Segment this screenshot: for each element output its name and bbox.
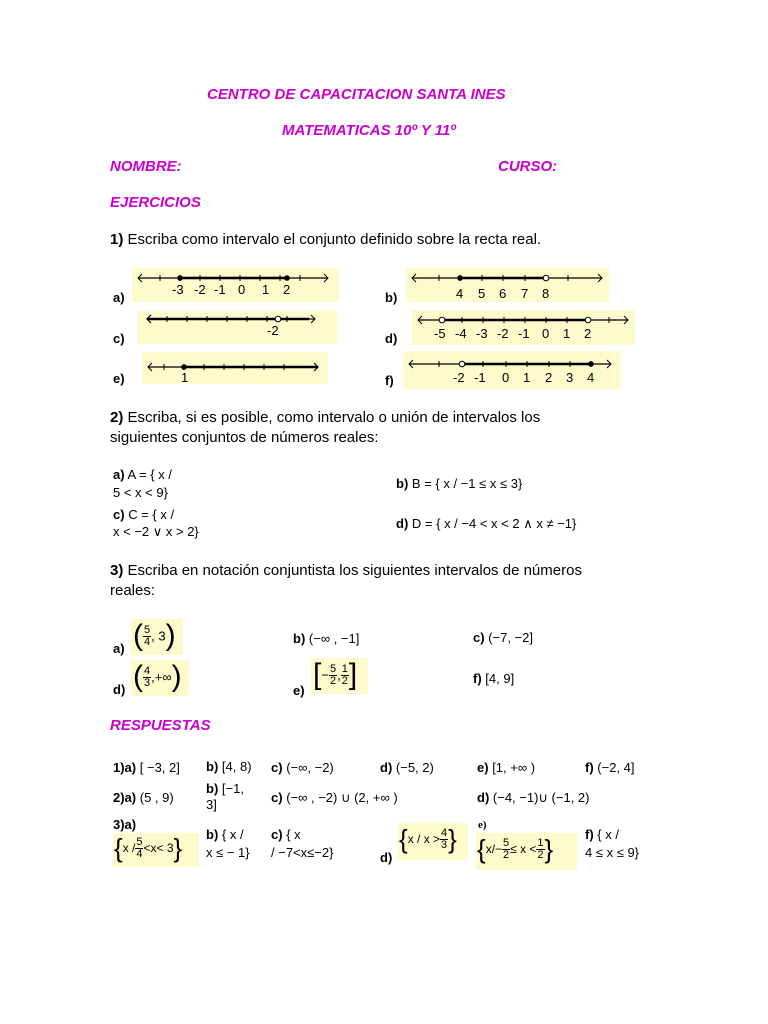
q2-a-line2: 5 < x < 9} <box>113 485 168 500</box>
set-middle: ≤ x < <box>510 842 537 856</box>
tick-label: 2 <box>283 282 291 297</box>
tick-label: -1 <box>474 370 486 385</box>
q3-a-label: a) <box>113 641 125 656</box>
ans3-f-line1 <box>585 827 619 842</box>
ans1-f <box>585 760 635 775</box>
q2-d-label: d) <box>396 516 409 531</box>
q2-a-line1 <box>113 467 172 482</box>
tick-label: 3 <box>566 370 574 385</box>
tick-label: -2 <box>267 323 279 338</box>
ans3-f-label: f) <box>585 827 594 842</box>
q3-d-content <box>133 662 182 692</box>
q2-d <box>396 516 576 532</box>
ans3-f-line2: 4 ≤ x ≤ 9} <box>585 845 640 860</box>
tick-label: 2 <box>545 370 553 385</box>
close-paren: ) <box>165 619 176 652</box>
numerator: 4 <box>144 664 151 677</box>
number-line-c <box>137 311 337 344</box>
q3-b-text: (−∞ , −1] <box>308 631 360 646</box>
ans2-c-text: (−∞ , −2) ∪ (2, +∞ ) <box>286 790 398 805</box>
tick-label: 7 <box>521 286 529 301</box>
ans1-b-label: b) <box>206 759 219 774</box>
ans1-f-label: f) <box>585 760 594 775</box>
number-line-a <box>132 268 339 302</box>
q3-text-line2: reales: <box>110 582 156 599</box>
set-suffix: <x< 3 <box>143 841 174 855</box>
q3-d-label: d) <box>113 682 126 697</box>
number-line-e <box>142 352 328 384</box>
answers-title: RESPUESTAS <box>110 717 211 734</box>
fraction <box>440 828 448 851</box>
set-prefix: x / <box>122 841 136 855</box>
numerator: 5 <box>136 835 143 848</box>
minus-sign: − <box>321 667 329 683</box>
set-prefix: x / x > <box>407 832 441 846</box>
tick-label: 1 <box>523 370 531 385</box>
close-brace: } <box>448 824 457 854</box>
ans1-d-label: d) <box>380 760 393 775</box>
q2-c-text: C = { x / <box>128 507 175 522</box>
ans1-c <box>271 760 334 775</box>
ans1-e-label: e) <box>477 760 489 775</box>
q2-a-text: A = { x / <box>127 467 172 482</box>
numerator: 5 <box>144 623 151 636</box>
institution-title: CENTRO DE CAPACITACION SANTA INES <box>207 86 506 103</box>
tick-label: 4 <box>587 370 595 385</box>
ans3-b-line2: x ≤ − 1} <box>206 845 250 860</box>
ans2-b-label: b) <box>206 781 219 796</box>
q2-b <box>396 476 522 491</box>
subject-title: MATEMATICAS 10º Y 11º <box>282 122 456 139</box>
numerator: 5 <box>329 662 337 675</box>
ans1-f-text: (−2, 4] <box>597 760 635 775</box>
q1-d-label: d) <box>385 331 398 346</box>
open-bracket: [ <box>313 658 322 691</box>
ans3-b-line1 <box>206 827 244 842</box>
ans3-e-content <box>477 835 553 863</box>
tick-label: -1 <box>214 282 226 297</box>
q2-c-label: c) <box>113 507 125 522</box>
ans1-b <box>206 759 252 774</box>
q2-text-line1: Escriba, si es posible, como intervalo o unión de intervalos los <box>127 409 541 426</box>
ans3-a-content <box>114 834 182 862</box>
number-line-d <box>412 310 635 345</box>
fraction <box>143 625 151 648</box>
ans2-b-text: [−1, <box>221 781 244 796</box>
ans2-label: 2)a) <box>113 790 137 805</box>
ans3-d-content <box>399 825 457 853</box>
interval-rest: ,+∞ <box>151 669 172 685</box>
ans3-b-text: { x / <box>221 827 244 842</box>
q3-a-interval <box>131 619 183 655</box>
q2-c-line1 <box>113 507 174 522</box>
ans1-a-text: [ −3, 2] <box>139 760 180 775</box>
tick-label: 0 <box>238 282 246 297</box>
tick-label: 0 <box>502 370 510 385</box>
q3-f-text: [4, 9] <box>485 671 515 686</box>
fraction <box>341 664 349 687</box>
open-paren: ( <box>133 619 143 652</box>
exercises-title: EJERCICIOS <box>110 194 201 211</box>
interval-rest: , 3 <box>151 628 166 644</box>
tick-label: 2 <box>584 326 592 341</box>
q3-b <box>293 631 359 646</box>
ans1-c-label: c) <box>271 760 283 775</box>
tick-label: -5 <box>434 326 446 341</box>
ans2-d-text: (−4, −1)∪ (−1, 2) <box>492 790 590 805</box>
number-line-f <box>403 351 621 389</box>
q3-e-content <box>313 660 357 690</box>
q1-e-label: e) <box>113 371 125 386</box>
ans1-label: 1)a) <box>113 760 137 775</box>
q3-b-label: b) <box>293 631 306 646</box>
ans3-d-set <box>398 823 468 860</box>
denominator: 4 <box>144 635 151 648</box>
q3-e-interval <box>311 658 368 694</box>
q1-a-label: a) <box>113 290 125 305</box>
ans3-c-line2: / −7<x≤−2} <box>271 845 334 860</box>
ans3-b-label: b) <box>206 827 219 842</box>
tick-label: -1 <box>518 326 530 341</box>
numerator: 1 <box>537 836 544 849</box>
q1-number: 1) <box>110 231 124 248</box>
denominator: 2 <box>341 674 348 687</box>
q3-a-content <box>133 621 176 651</box>
fraction <box>502 838 510 861</box>
q1-statement <box>110 231 541 248</box>
q3-statement <box>110 562 582 579</box>
q3-e-label: e) <box>293 683 305 698</box>
ans3-a-set <box>113 833 199 867</box>
q3-number: 3) <box>110 562 124 579</box>
denominator: 2 <box>503 848 510 861</box>
ans3-e-label: e) <box>478 819 487 831</box>
q2-number: 2) <box>110 409 124 426</box>
numerator: 5 <box>503 836 510 849</box>
ans2-c-label: c) <box>271 790 283 805</box>
q2-b-text: B = { x / −1 ≤ x ≤ 3} <box>411 476 523 491</box>
q3-text-line1: Escriba en notación conjuntista los siguientes intervalos de números <box>127 562 582 579</box>
comma: , <box>337 667 341 683</box>
open-brace: { <box>114 833 123 863</box>
close-bracket: ] <box>348 658 358 691</box>
course-label: CURSO: <box>498 158 558 175</box>
tick-label: 8 <box>542 286 550 301</box>
q3-f-label: f) <box>473 671 482 686</box>
ans2-a-text: (5 , 9) <box>139 790 174 805</box>
fraction <box>329 664 337 687</box>
q2-d-text: D = { x / −4 < x < 2 ∧ x ≠ −1} <box>411 516 577 531</box>
tick-label: 5 <box>478 286 486 301</box>
tick-label: -2 <box>453 370 465 385</box>
name-label: NOMBRE: <box>110 158 182 175</box>
ans1-d <box>380 760 434 775</box>
ans2-a <box>113 790 174 805</box>
ans3-f-text: { x / <box>597 827 619 842</box>
q1-b-label: b) <box>385 290 398 305</box>
q3-d-interval <box>131 660 189 696</box>
ans2-b-line2: 3] <box>206 797 217 812</box>
denominator: 2 <box>537 848 544 861</box>
open-brace: { <box>399 824 408 854</box>
ans1-e <box>477 760 535 775</box>
ans1-b-text: [4, 8) <box>221 759 252 774</box>
q2-b-label: b) <box>396 476 409 491</box>
close-brace: } <box>544 834 554 864</box>
q1-f-label: f) <box>385 373 394 388</box>
set-prefix: x/− <box>485 842 503 856</box>
q2-a-label: a) <box>113 467 125 482</box>
open-paren: ( <box>133 660 143 693</box>
ans1-a <box>113 760 180 775</box>
number-line-b <box>406 268 609 302</box>
ans2-d <box>477 790 590 806</box>
q2-c-line2: x < −2 ∨ x > 2} <box>113 524 199 539</box>
q2-statement <box>110 409 540 426</box>
q1-c-label: c) <box>113 331 125 346</box>
tick-label: 4 <box>456 286 464 301</box>
open-brace: { <box>477 834 486 864</box>
fraction <box>143 666 151 689</box>
tick-label: 0 <box>542 326 550 341</box>
close-paren: ) <box>171 660 182 693</box>
close-brace: } <box>173 833 183 863</box>
numerator: 4 <box>441 826 448 839</box>
tick-label: 1 <box>181 370 189 385</box>
ans3-c-text: { x <box>286 827 301 842</box>
tick-label: -3 <box>172 282 184 297</box>
ans1-d-text: (−5, 2) <box>395 760 434 775</box>
ans3-e-set <box>476 833 577 870</box>
denominator: 4 <box>136 847 143 860</box>
tick-label: 6 <box>499 286 507 301</box>
fraction <box>536 838 544 861</box>
ans1-e-text: [1, +∞ ) <box>492 760 536 775</box>
denominator: 2 <box>329 674 337 687</box>
tick-label: -2 <box>194 282 206 297</box>
tick-label: -2 <box>497 326 509 341</box>
ans2-d-label: d) <box>477 790 490 805</box>
ans2-b-line1 <box>206 781 244 796</box>
q3-c <box>473 630 533 645</box>
denominator: 3 <box>441 838 448 851</box>
q1-text: Escriba como intervalo el conjunto definido sobre la recta real. <box>127 231 542 248</box>
q3-f <box>473 671 514 686</box>
ans3-c-line1 <box>271 827 301 842</box>
q3-c-text: (−7, −2] <box>488 630 533 645</box>
q2-text-line2: siguientes conjuntos de números reales: <box>110 429 379 446</box>
tick-label: 1 <box>262 282 270 297</box>
ans2-c <box>271 790 398 806</box>
ans1-c-text: (−∞, −2) <box>286 760 334 775</box>
tick-label: 1 <box>563 326 571 341</box>
tick-label: -4 <box>455 326 467 341</box>
numerator: 1 <box>341 662 348 675</box>
ans3-label: 3)a) <box>113 817 137 832</box>
denominator: 3 <box>144 676 151 689</box>
tick-label: -3 <box>476 326 488 341</box>
q3-c-label: c) <box>473 630 485 645</box>
ans3-d-label: d) <box>380 850 393 865</box>
ans3-c-label: c) <box>271 827 283 842</box>
